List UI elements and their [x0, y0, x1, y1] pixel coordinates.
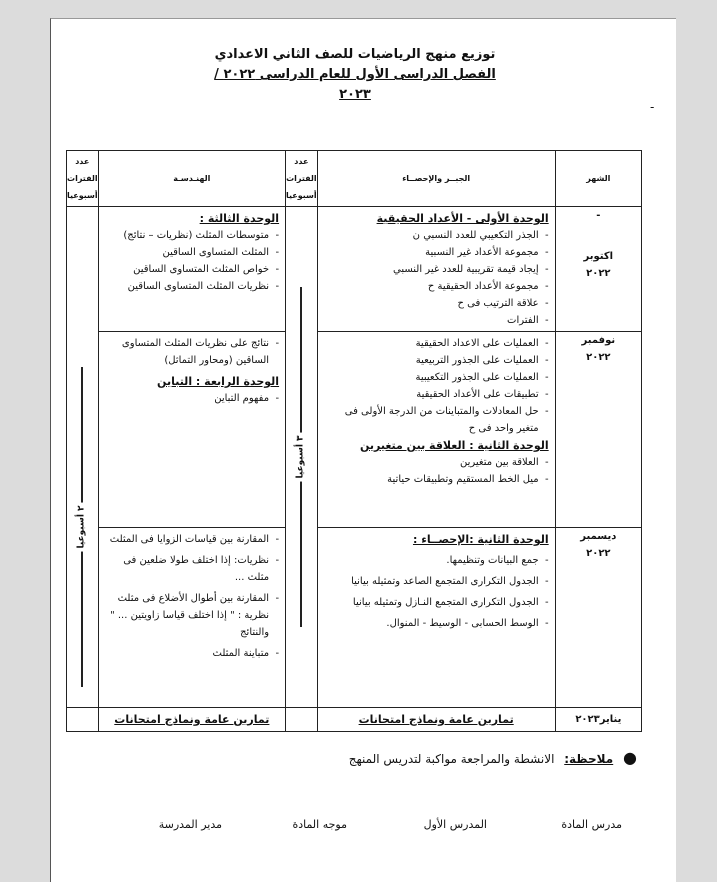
signature-subject-teacher: مدرس المادة — [561, 818, 622, 831]
header-algebra: الجبــر والإحصــاء — [317, 151, 555, 207]
list-item: - نظريات: إذا اختلف طولا ضلعين فى مثلث ... — [103, 552, 279, 586]
list-item: - جمع البيانات وتنظيمها. — [322, 552, 549, 569]
month-november — [555, 332, 641, 528]
bullet-icon: ● — [623, 748, 637, 767]
row-november — [67, 332, 642, 528]
list-item: - المقارنة بين أطوال الأضلاع فى مثلث نظرية : " إذا اختلف قياسا زاويتين ... " والنتائج — [103, 590, 279, 641]
signature-senior-teacher: المدرس الأول — [423, 818, 487, 831]
list-item: - تطبيقات على الأعداد الحقيقية — [322, 386, 549, 403]
october-algebra-cell — [317, 207, 555, 332]
header-weeks-geometry: عدد الفترات أسبوعيا — [67, 151, 99, 207]
list-item: - الجدول التكرارى المتجمع الصاعد وتمثيله بيانيا — [322, 573, 549, 590]
month-october-name: اكتوبر — [583, 251, 614, 262]
list-item: - الوسط الحسابى - الوسيط - المنوال. — [322, 615, 549, 632]
month-november-name: نوفمبر — [581, 335, 616, 346]
list-item: - نتائج على نظريات المثلث المتساوى الساقين (ومحاور التماثل) — [103, 335, 279, 369]
weeks-geometry-label: ٢ أسبوعيا — [74, 502, 91, 551]
list-item: - الجذر التكعيبي للعدد النسبي ن — [322, 227, 549, 244]
list-item: - نظريات المثلث المتساوى الساقين — [103, 278, 279, 295]
month-december — [555, 528, 641, 708]
list-item: - العمليات على الاعداد الحقيقية — [322, 335, 549, 352]
list-item: - حل المعادلات والمتباينات من الدرجة الأولى فى متغير واحد فى ح — [322, 403, 549, 437]
weeks-geometry-cell — [67, 207, 99, 708]
month-october — [555, 207, 641, 332]
list-item: - المقارنة بين قياسات الزوايا فى المثلث — [103, 531, 279, 548]
list-item: - الفترات — [322, 312, 549, 329]
list-item: الوحدة الثانية :الإحصــاء : — [412, 533, 549, 546]
row-december — [67, 528, 642, 708]
list-item: - العمليات على الجذور التربيعية — [322, 352, 549, 369]
list-item: - متباينة المثلث — [103, 645, 279, 662]
header-geometry: الهنـدسـة — [98, 151, 285, 207]
header-month: الشهر — [555, 151, 641, 207]
weeks-algebra-label: ٣ أسبوعيا — [293, 432, 310, 481]
list-item: الوحدة الرابعة : التباين — [157, 375, 280, 388]
month-december-year: ٢٠٢٢ — [586, 548, 611, 559]
january-weeks-geometry-cell — [67, 708, 99, 732]
list-item: - مفهوم التباين — [103, 390, 279, 407]
list-item: - العمليات على الجذور التكعيبية — [322, 369, 549, 386]
list-item: - خواص المثلث المتساوى الساقين — [103, 261, 279, 278]
month-november-year: ٢٠٢٢ — [586, 352, 611, 363]
list-item: - ميل الخط المستقيم وتطبيقات حياتية — [322, 471, 549, 488]
december-geometry-cell — [98, 528, 285, 708]
title-line-1: توزيع منهج الرياضيات للصف الثاني الاعدادي — [214, 47, 496, 62]
list-item: - العلاقة بين متغيرين — [322, 454, 549, 471]
row-october — [67, 207, 642, 332]
list-item: - الجدول التكرارى المتجمع النـازل وتمثيله بيانيا — [322, 594, 549, 611]
month-october-dash: - — [596, 210, 601, 221]
title-line-2: الفصل الدراسى الأول للعام الدراسى ٢٠٢٢ / ٢٠٢٣ — [214, 67, 496, 102]
month-december-name: ديسمبر — [580, 531, 617, 542]
october-geometry-cell — [98, 207, 285, 332]
january-geometry-cell: تمارين عامة ونماذج امتحانات — [98, 708, 285, 732]
signature-supervisor: موجه المادة — [292, 818, 347, 831]
note — [349, 748, 637, 767]
curriculum-table — [66, 150, 642, 732]
list-item: الوحدة الثالثة : — [199, 212, 280, 225]
january-algebra-cell: تمارين عامة ونماذج امتحانات — [317, 708, 555, 732]
row-january — [67, 708, 642, 732]
note-label: ملاحظة: — [564, 752, 614, 766]
stray-mark: - — [650, 100, 655, 114]
weeks-algebra-cell — [286, 207, 318, 708]
month-january: يناير٢٠٢٣ — [555, 708, 641, 732]
month-october-year: ٢٠٢٢ — [586, 268, 611, 279]
list-item: - مجموعة الأعداد غير النسبية — [322, 244, 549, 261]
document-title — [200, 45, 510, 105]
january-weeks-algebra-cell — [286, 708, 318, 732]
list-item: - علاقة الترتيب فى ح — [322, 295, 549, 312]
list-item: - مجموعة الأعداد الحقيقية ح — [322, 278, 549, 295]
list-item: - متوسطات المثلث (نظريات – نتائج) — [103, 227, 279, 244]
list-item: - إيجاد قيمة تقريبية للعدد غير النسبي — [322, 261, 549, 278]
list-item: الوحدة الثانية : العلاقة بين متغيرين — [359, 439, 549, 452]
december-algebra-cell — [317, 528, 555, 708]
list-item: - المثلث المتساوى الساقين — [103, 244, 279, 261]
november-algebra-cell — [317, 332, 555, 528]
list-item: الوحدة الأولى - الأعداد الحقيقية — [376, 212, 549, 225]
table-header-row — [67, 151, 642, 207]
header-weeks-algebra: عدد الفترات أسبوعيا — [286, 151, 318, 207]
signature-principal: مدير المدرسة — [158, 818, 222, 831]
note-text: الانشطة والمراجعة مواكبة لتدريس المنهج — [348, 752, 555, 766]
november-geometry-cell — [98, 332, 285, 528]
